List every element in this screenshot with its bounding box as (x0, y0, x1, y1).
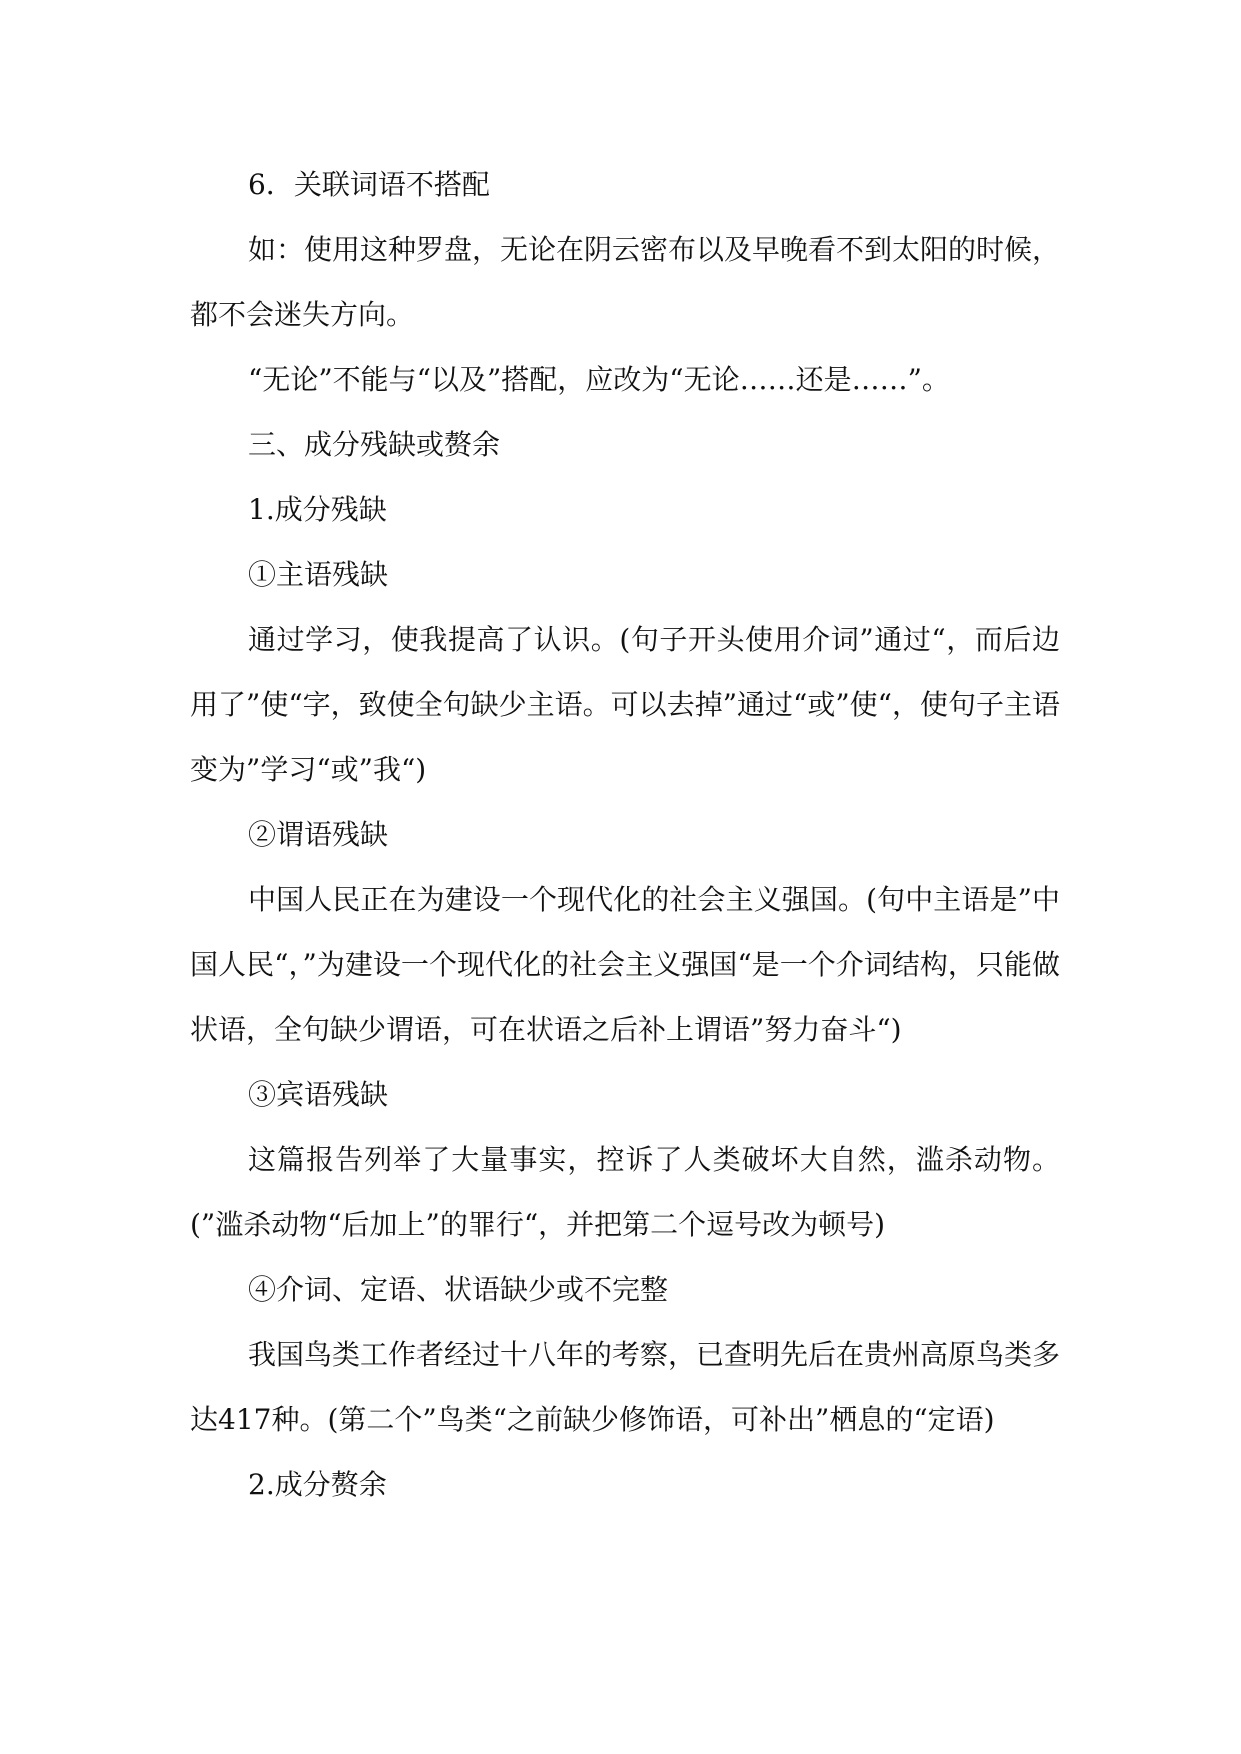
paragraph-section-heading-3: 三、成分残缺或赘余 (248, 428, 501, 461)
paragraph-subheading-redundant: 2.成分赘余 (248, 1468, 387, 1501)
paragraph-predicate-missing-example: 中国人民正在为建设一个现代化的社会主义强国。(句中主语是”中国人民“，”为建设一个现代化的社会主义强国“是一个介词结构，只能做状语，全句缺少谓语，可在状语之后补上谓语”努力奋斗“) (190, 883, 1060, 1046)
document-body (190, 152, 1060, 1517)
paragraph-subheading-missing: 1.成分残缺 (248, 493, 387, 526)
paragraph-subject-missing-heading: ①主语残缺 (248, 558, 389, 591)
paragraph-object-missing-heading: ③宾语残缺 (248, 1078, 389, 1111)
paragraph-subject-missing-example: 通过学习，使我提高了认识。(句子开头使用介词”通过“，而后边用了”使“字，致使全句缺少主语。可以去掉”通过“或”使“，使句子主语变为”学习“或”我“) (190, 623, 1060, 786)
paragraph-heading-6: 6．关联词语不搭配 (248, 168, 490, 201)
paragraph-object-missing-example: 这篇报告列举了大量事实，控诉了人类破坏大自然，滥杀动物。(”滥杀动物“后加上”的罪行“，并把第二个逗号改为顿号) (190, 1143, 1060, 1241)
paragraph-modifier-missing-heading: ④介词、定语、状语缺少或不完整 (248, 1273, 669, 1306)
paragraph-example-compass: 如：使用这种罗盘，无论在阴云密布以及早晚看不到太阳的时候，都不会迷失方向。 (190, 233, 1061, 331)
paragraph-predicate-missing-heading: ②谓语残缺 (248, 818, 389, 851)
paragraph-modifier-missing-example: 我国鸟类工作者经过十八年的考察，已查明先后在贵州高原鸟类多达417种。(第二个”鸟类“之前缺少修饰语，可补出”栖息的“定语) (190, 1338, 1061, 1436)
paragraph-explanation-conjunction: “无论”不能与“以及”搭配，应改为“无论……还是……”。 (248, 363, 950, 396)
